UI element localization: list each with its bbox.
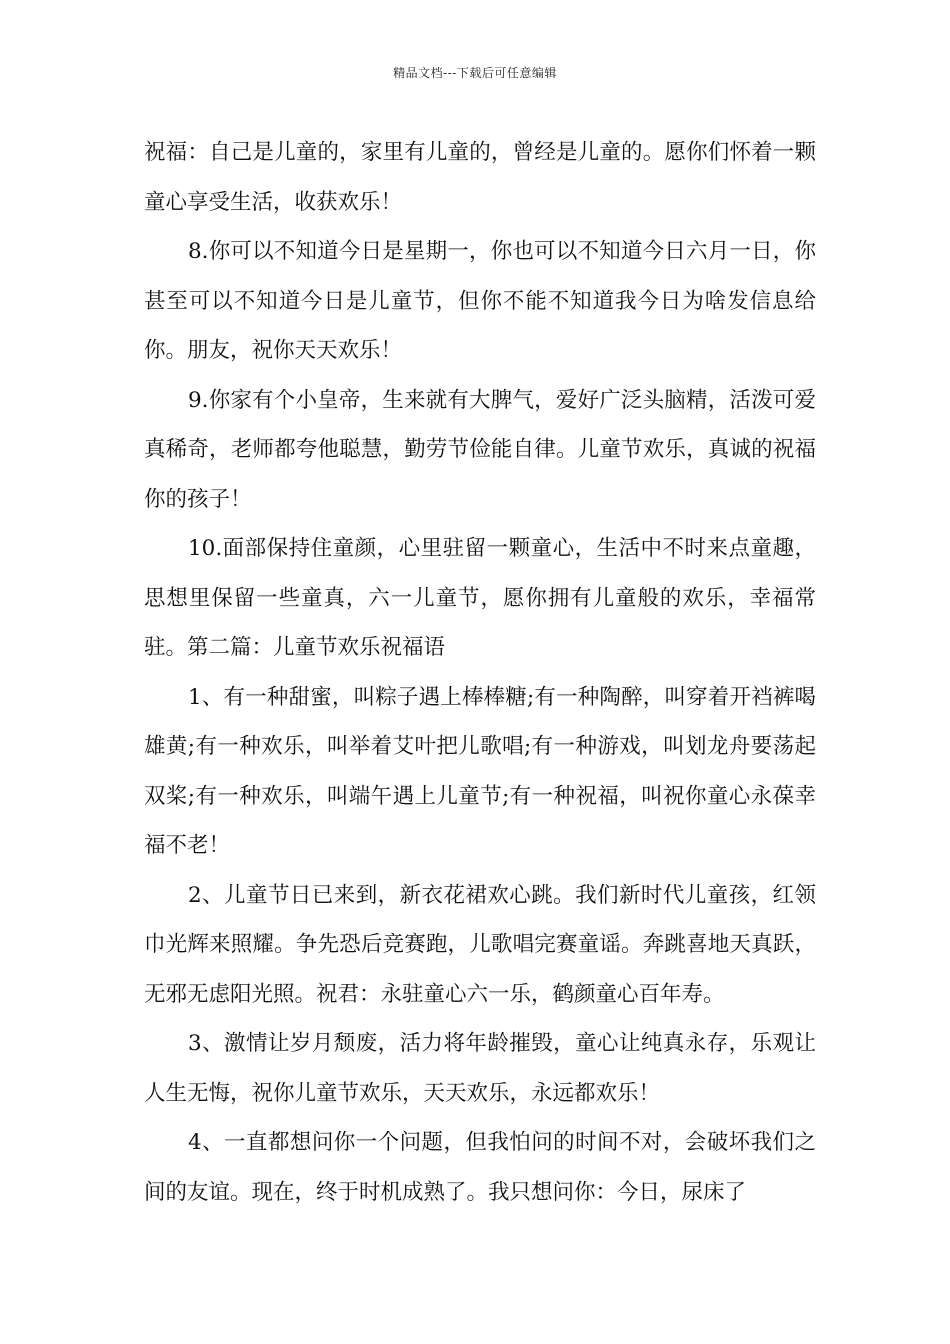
paragraph-section2-item-1: 1、有一种甜蜜，叫粽子遇上棒棒糖;有一种陶醉，叫穿着开裆裤喝雄黄;有一种欢乐，叫举着艾叶把儿歌唱;有一种游戏，叫划龙舟要荡起双桨;有一种欢乐，叫端午遇上儿童节;有一种祝福，叫祝你童心永葆幸福不老！ (144, 684, 816, 858)
page-header: 精品文档---下载后可任意编辑 (393, 66, 557, 80)
paragraph-section2-item-2: 2、儿童节日已来到，新衣花裙欢心跳。我们新时代儿童孩，红领巾光辉来照耀。争先恐后竞赛跑，儿歌唱完赛童谣。奔跳喜地天真跃，无邪无虑阳光照。祝君：永驻童心六一乐，鹤颜童心百年寿。 (144, 882, 816, 1007)
document-body (144, 128, 816, 1217)
paragraph-section2-item-3: 3、激情让岁月颓废，活力将年龄摧毁，童心让纯真永存，乐观让人生无悔，祝你儿童节欢乐，天天欢乐，永远都欢乐！ (144, 1031, 816, 1106)
paragraph-blessing-intro: 祝福：自己是儿童的，家里有儿童的，曾经是儿童的。愿你们怀着一颗童心享受生活，收获欢乐！ (144, 140, 816, 215)
paragraph-section2-item-4: 4、一直都想问你一个问题，但我怕问的时间不对，会破坏我们之间的友谊。现在，终于时机成熟了。我只想问你：今日，尿床了 (144, 1130, 816, 1205)
paragraph-item-9: 9.你家有个小皇帝，生来就有大脾气，爱好广泛头脑精，活泼可爱真稀奇，老师都夸他聪慧，勤劳节俭能自律。儿童节欢乐，真诚的祝福你的孩子！ (144, 387, 816, 512)
paragraph-item-10: 10.面部保持住童颜，心里驻留一颗童心，生活中不时来点童趣，思想里保留一些童真，六一儿童节，愿你拥有儿童般的欢乐，幸福常驻。第二篇：儿童节欢乐祝福语 (144, 536, 816, 660)
paragraph-item-8: 8.你可以不知道今日是星期一，你也可以不知道今日六月一日，你甚至可以不知道今日是儿童节，但你不能不知道我今日为啥发信息给你。朋友，祝你天天欢乐！ (144, 239, 816, 363)
